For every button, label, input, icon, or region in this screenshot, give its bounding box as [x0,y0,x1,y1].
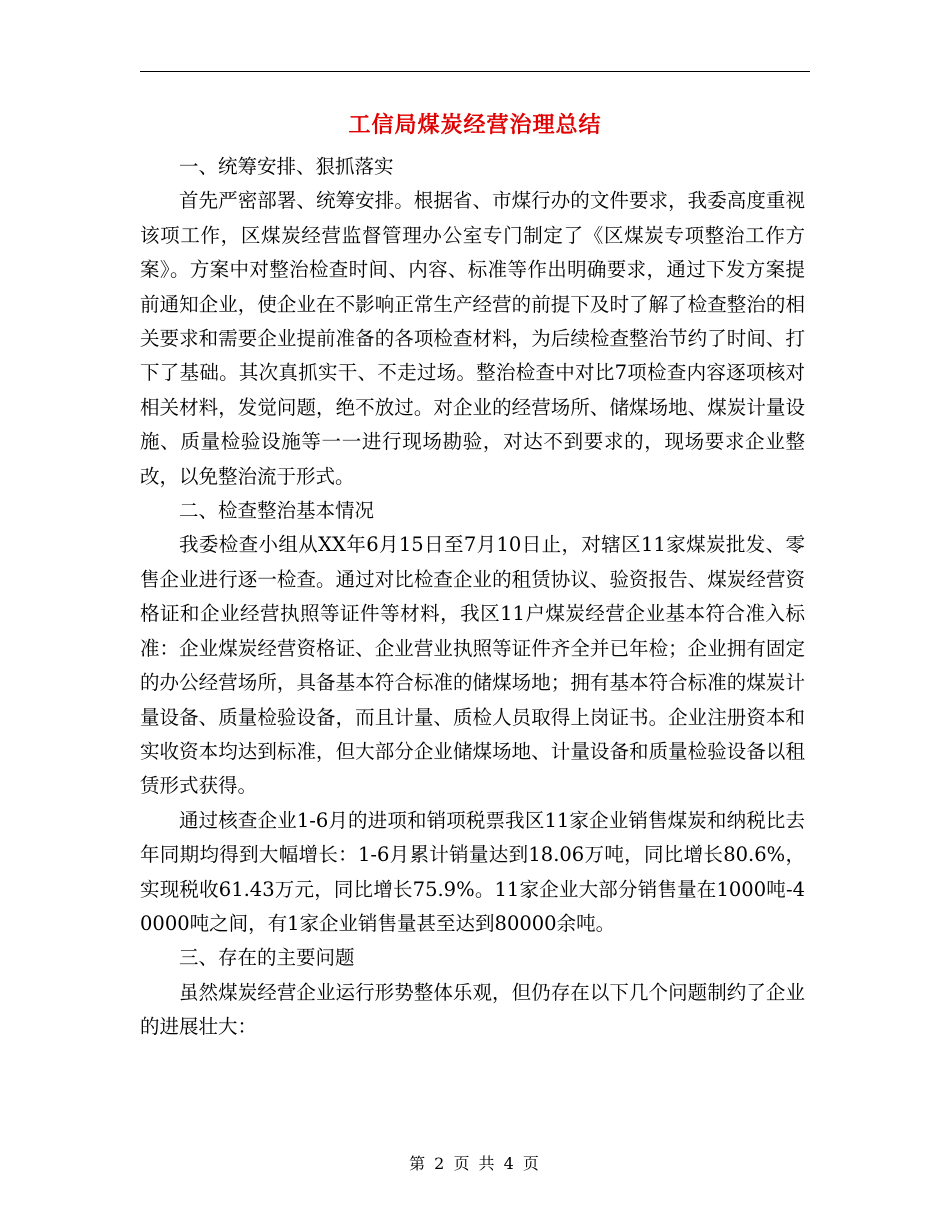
body-paragraph-2: 我委检查小组从XX年6月15日至7月10日止，对辖区11家煤炭批发、零售企业进行逐一检查。通过对比检查企业的租赁协议、验资报告、煤炭经营资格证和企业经营执照等证件等材料，我区11户煤炭经营企业基本符合准入标准：企业煤炭经营资格证、企业营业执照等证件齐全并已年检；企业拥有固定的办公经营场所，具备基本符合标准的储煤场地；拥有基本符合标准的煤炭计量设备、质量检验设备，而且计量、质检人员取得上岗证书。企业注册资本和实收资本均达到标准，但大部分企业储煤场地、计量设备和质量检验设备以租赁形式获得。 [140,533,805,798]
document-body [140,150,805,1045]
section-heading-1: 一、统筹安排、狠抓落实 [179,155,394,178]
section-heading-3: 三、存在的主要问题 [179,946,355,970]
body-paragraph-3: 通过核查企业1-6月的进项和销项税票我区11家企业销售煤炭和纳税比去年同期均得到大幅增长：1-6月累计销量达到18.06万吨，同比增长80.6%，实现税收61.43万元，同比增长75.9%。11家企业大部分销售量在1000吨-40000吨之间，有1家企业销售量甚至达到80000余吨。 [140,808,805,935]
body-paragraph-4: 虽然煤炭经营企业运行形势整体乐观，但仍存在以下几个问题制约了企业的进展壮大： [140,980,805,1039]
section-heading-2: 二、检查整治基本情况 [179,499,375,523]
body-paragraph-1: 首先严密部署、统筹安排。根据省、市煤行办的文件要求，我委高度重视该项工作，区煤炭经营监督管理办公室专门制定了《区煤炭专项整治工作方案》。方案中对整治检查时间、内容、标准等作出明确要求，通过下发方案提前通知企业，使企业在不影响正常生产经营的前提下及时了解了检查整治的相关要求和需要企业提前准备的各项检查材料，为后续检查整治节约了时间、打下了基础。其次真抓实干、不走过场。整治检查中对比7项检查内容逐项核对相关材料，发觉问题，绝不放过。对企业的经营场所、储煤场地、煤炭计量设施、质量检验设施等一一进行现场勘验，对达不到要求的，现场要求企业整改，以免整治流于形式。 [140,189,805,488]
header-rule [140,71,810,72]
page-number: 第 2 页 共 4 页 [409,1154,541,1173]
document-title: 工信局煤炭经营治理总结 [348,112,602,138]
